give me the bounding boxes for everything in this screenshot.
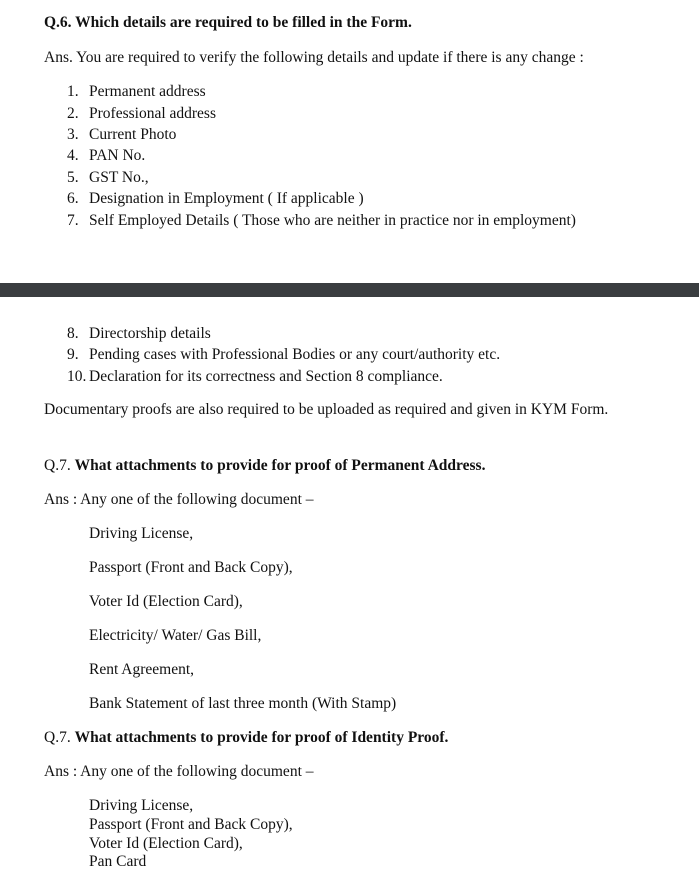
q7-identity-answer: Ans : Any one of the following document – [44,763,314,780]
item-text: Directorship details [89,325,211,342]
q7-prefix: Q.7. [44,457,75,474]
list-item [67,190,364,208]
q7-address-question-text: What attachments to provide for proof of Permanent Address. [74,457,486,474]
item-number: 9. [67,346,79,363]
item-text: PAN No. [89,147,146,164]
address-doc-item: Voter Id (Election Card), [89,593,243,610]
item-text: Permanent address [89,83,206,100]
item-number: 10. [67,368,87,385]
item-text: Declaration for its correctness and Section 8 compliance. [89,368,443,385]
q6-question-text: Which details are required to be filled in the Form. [75,14,412,31]
item-number: 4. [67,147,79,164]
item-text: Current Photo [89,126,177,143]
q7-identity-question [44,729,448,747]
page-2 [0,297,699,879]
q7-address-answer: Ans : Any one of the following document – [44,491,314,508]
item-text: Self Employed Details ( Those who are neither in practice nor in employment) [89,212,576,229]
item-text: Professional address [89,105,216,122]
item-text: Pending cases with Professional Bodies or any court/authority etc. [89,346,501,363]
item-number: 7. [67,212,79,229]
q6-prefix: Q.6. [44,14,76,31]
identity-doc-item: Voter Id (Election Card), [89,835,243,852]
item-number: 3. [67,126,79,143]
identity-doc-item: Pan Card [89,853,147,870]
list-item [67,105,216,123]
item-text: GST No., [89,169,149,186]
item-number: 1. [67,83,79,100]
list-item [67,126,176,144]
address-doc-item: Rent Agreement, [89,661,195,678]
list-item [67,346,500,364]
q6-answer: Ans. You are required to verify the following details and update if there is any change : [44,49,584,66]
address-doc-item: Electricity/ Water/ Gas Bill, [89,627,262,644]
address-doc-item: Driving License, [89,525,194,542]
address-doc-item: Bank Statement of last three month (With Stamp) [89,695,397,712]
list-item [67,368,443,386]
item-text: Designation in Employment ( If applicable ) [89,190,364,207]
identity-doc-item: Passport (Front and Back Copy), [89,816,293,833]
list-item [67,212,576,230]
item-number: 6. [67,190,79,207]
page-separator [0,283,699,297]
item-number: 2. [67,105,79,122]
list-item [67,169,149,187]
q6-question [44,14,412,32]
list-item [67,325,211,343]
q7-prefix: Q.7. [44,729,75,746]
address-doc-item: Passport (Front and Back Copy), [89,559,293,576]
list-item [67,83,206,101]
q7-address-question [44,457,485,475]
item-number: 5. [67,169,79,186]
q7-identity-question-text: What attachments to provide for proof of Identity Proof. [74,729,449,746]
identity-doc-item: Driving License, [89,797,194,814]
page-1 [0,0,699,283]
list-item [67,147,145,165]
documentary-note: Documentary proofs are also required to be uploaded as required and given in KYM Form. [44,401,609,418]
item-number: 8. [67,325,79,342]
